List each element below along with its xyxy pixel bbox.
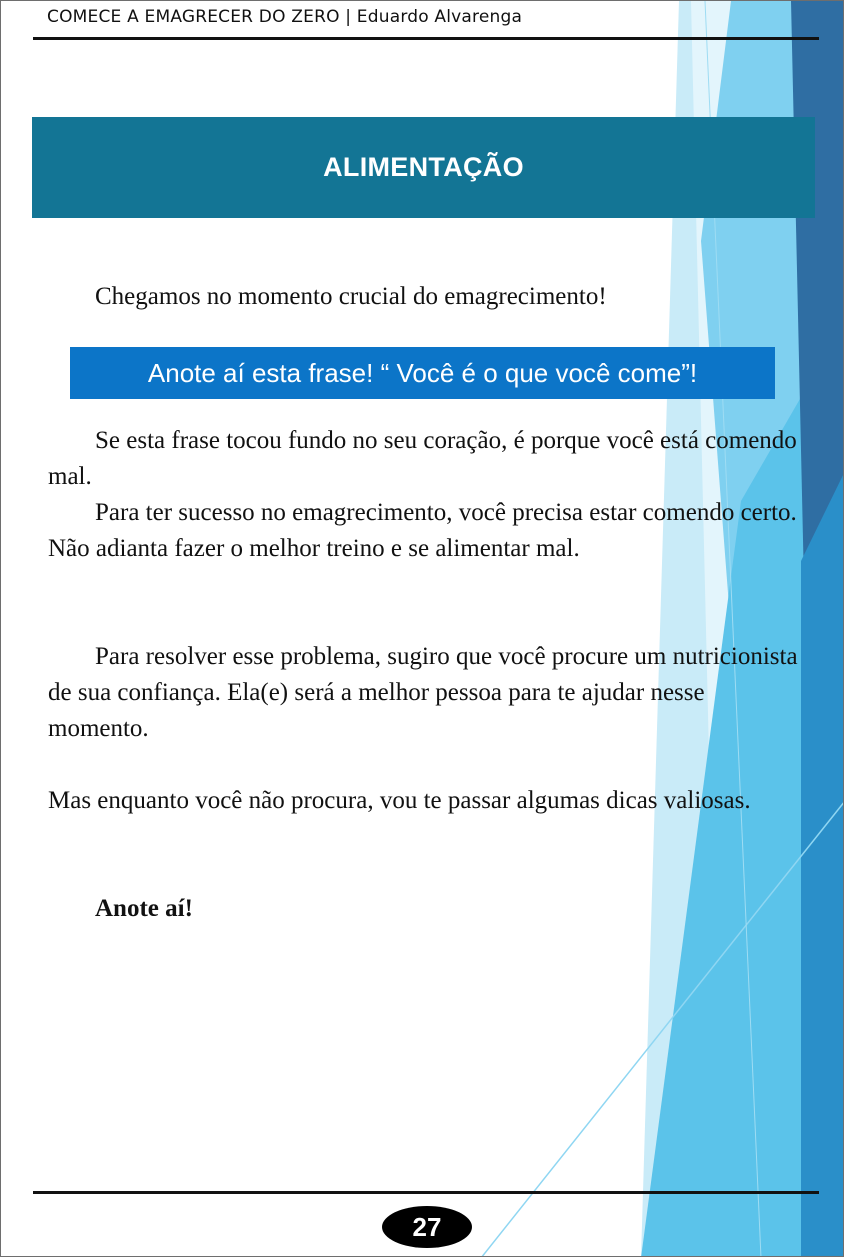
highlight-quote-band bbox=[70, 347, 775, 399]
header-divider bbox=[33, 37, 819, 40]
closing-line: Anote aí! bbox=[95, 895, 193, 922]
footer-divider bbox=[33, 1191, 819, 1194]
body-block-3 bbox=[48, 783, 808, 819]
paragraph-4: Mas enquanto você não procura, vou te passar algumas dicas valiosas. bbox=[48, 787, 751, 814]
highlight-quote: Anote aí esta frase! “ Você é o que você come”! bbox=[147, 357, 698, 388]
paragraph-2: Para ter sucesso no emagrecimento, você precisa estar comendo certo. Não adianta fazer o melhor treino e se alimentar mal. bbox=[48, 499, 797, 562]
body-block-1 bbox=[48, 423, 808, 567]
section-title-band bbox=[32, 117, 815, 218]
intro-block bbox=[48, 279, 808, 315]
intro-paragraph: Chegamos no momento crucial do emagrecimento! bbox=[95, 283, 607, 310]
page-number: 27 bbox=[412, 1211, 442, 1242]
decor-deep-facet bbox=[801, 471, 844, 1257]
paragraph-3: Para resolver esse problema, sugiro que você procure um nutricionista de sua confiança. Ela(e) será a melhor pessoa para te ajudar nesse momento. bbox=[48, 643, 798, 742]
page-number-badge bbox=[382, 1206, 472, 1248]
running-header: COMECE A EMAGRECER DO ZERO | Eduardo Alvarenga bbox=[47, 7, 523, 27]
paragraph-1: Se esta frase tocou fundo no seu coração, é porque você está comendo mal. bbox=[48, 427, 797, 490]
section-title: ALIMENTAÇÃO bbox=[323, 152, 524, 182]
closing-block bbox=[48, 891, 808, 927]
body-block-2 bbox=[48, 639, 808, 747]
